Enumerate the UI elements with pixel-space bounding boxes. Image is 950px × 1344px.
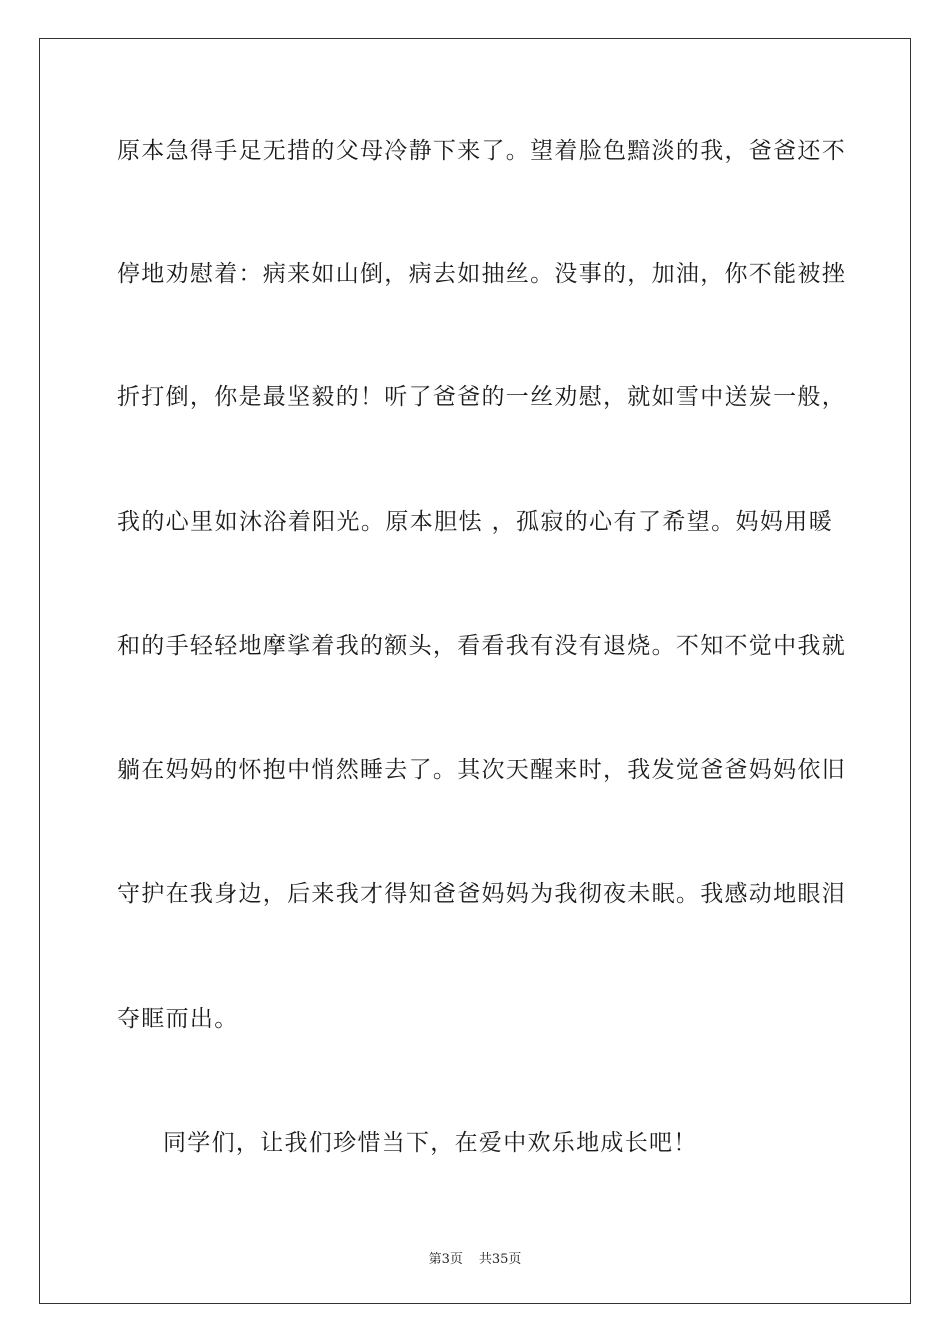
paragraph-line: 躺在妈妈的怀抱中悄然睡去了。其次天醒来时，我发觉爸爸妈妈依旧 [117, 757, 846, 783]
paragraph-line: 夺眶而出。 [117, 1006, 239, 1032]
closing-paragraph: 同学们，让我们珍惜当下，在爱中欢乐地成长吧！ [163, 1130, 698, 1156]
total-pages: 共35页 [478, 1252, 522, 1267]
page-border [39, 38, 911, 1304]
paragraph-line: 守护在我身边，后来我才得知爸爸妈妈为我彻夜未眠。我感动地眼泪 [117, 881, 846, 907]
page-number: 第3页 [428, 1252, 463, 1267]
paragraph-line: 我的心里如沐浴着阳光。原本胆怯 ，孤寂的心有了希望。妈妈用暖 [117, 509, 833, 535]
paragraph-line: 原本急得手足无措的父母冷静下来了。望着脸色黯淡的我，爸爸还不 [117, 138, 846, 164]
page-footer [0, 1248, 950, 1267]
paragraph-line: 折打倒，你是最坚毅的！听了爸爸的一丝劝慰，就如雪中送炭一般， [117, 384, 846, 410]
paragraph-line: 停地劝慰着：病来如山倒，病去如抽丝。没事的，加油，你不能被挫 [117, 261, 846, 287]
paragraph-line: 和的手轻轻地摩挲着我的额头，看看我有没有退烧。不知不觉中我就 [117, 633, 846, 659]
